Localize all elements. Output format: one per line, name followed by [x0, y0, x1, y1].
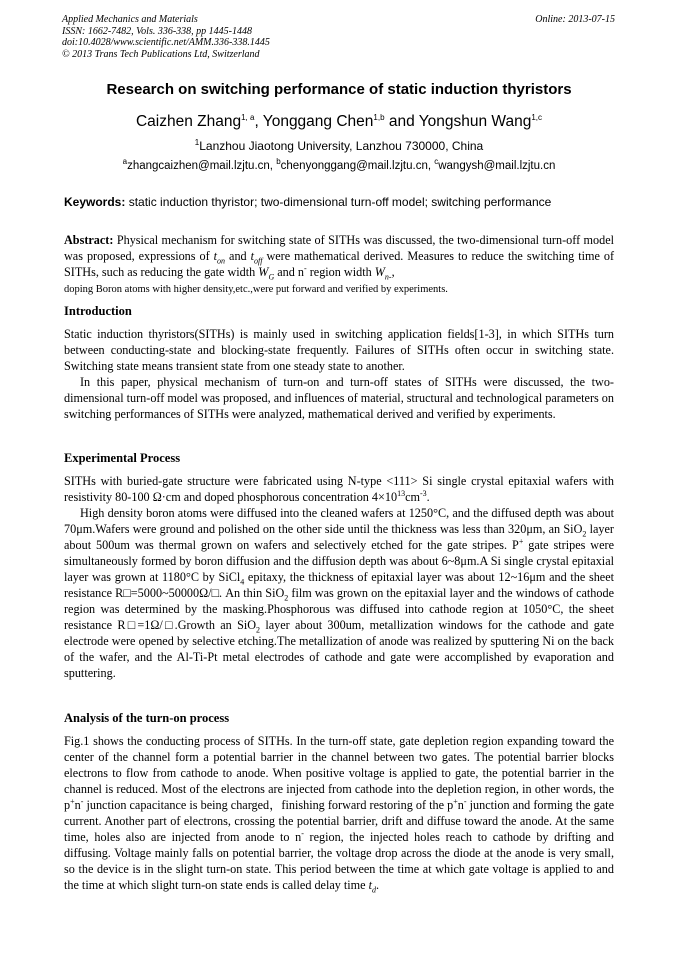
math-sub: 2 [582, 529, 587, 539]
math-sub: n- [384, 272, 392, 282]
math-var: W [258, 265, 269, 279]
intro-paragraph-2: In this paper, physical mechanism of turn-on and turn-off states of SITHs were discussed, the two-dimensional turn-off model was proposed, and influences of material, structural and technological parameters on switching performances of SITHs were analyzed, mathematical derived and verified by experiments. [64, 375, 614, 421]
author-affil-mark: 1,c [531, 112, 543, 122]
experimental-paragraph-2 [64, 505, 614, 681]
author-emails [0, 157, 678, 172]
body-text: cm [405, 490, 420, 504]
math-sub: G [268, 272, 275, 282]
body-text: layer about 300um, metallization windows for the cathode and gate electrode were opened by selective etching.The metallization of anode was realized by sputtering Ni on the back of the wafer, and the Al-Ti-Pt metal electrodes of cathode and gate were accomplished by evaporation and sputtering. [64, 618, 614, 680]
section-heading-turn-on: Analysis of the turn-on process [64, 711, 230, 725]
math-sup: -3 [419, 488, 427, 498]
body-text: layer about 500um was thermal grown on wafers and selectively etched for the gate stripes. P [64, 522, 614, 552]
math-sub: d [372, 885, 377, 895]
copyright-line: © 2013 Trans Tech Publications Ltd, Switzerland [62, 48, 260, 60]
experimental-paragraph-1 [64, 473, 614, 505]
math-sup: - [301, 828, 304, 838]
author-name: Yongshun Wang [418, 113, 532, 130]
body-text: epitaxy, the thickness of epitaxial layer was about 12~16μm and the sheet resistance R□=5000~50000Ω/□. An thin SiO [64, 570, 614, 600]
abstract-label: Abstract: [64, 233, 114, 247]
online-date: Online: 2013-07-15 [535, 14, 615, 25]
body-text: Fig.1 shows the conducting process of SITHs. In the turn-off state, gate depletion region expanding toward the center of the channel form a potential barrier in the channel between two gates. The potential barrier blocks electrons to flow from cathode to anode. When positive voltage is applied to gate, the potential barrier in the channel is reduced. Most of the electrons are injected from cathode into the depletion region, in other words, the p [64, 734, 614, 812]
email-mark: b [276, 157, 281, 167]
abstract-text: , [391, 265, 395, 279]
email-address[interactable]: chenyonggang@mail.lzjtu.cn, [280, 160, 435, 172]
math-sup: 13 [397, 488, 406, 498]
math-var: t [213, 249, 218, 263]
math-sup: + [453, 796, 458, 806]
affiliation [0, 139, 678, 153]
body-text: High density boron atoms were diffused into the cleaned wafers at 1250°C, and the diffused depth was about 70μm.Wafers were ground and polished on the other side until the thickness was less than 320μm, an SiO [64, 506, 614, 536]
section-heading-experimental: Experimental Process [64, 451, 181, 465]
keywords-label: Keywords: [64, 195, 126, 209]
section-heading-introduction: Introduction [64, 304, 132, 318]
author-name: Caizhen Zhang [135, 113, 242, 130]
journal-name: Applied Mechanics and Materials [62, 14, 198, 25]
math-sub: on [217, 256, 226, 266]
math-sub: 2 [256, 625, 261, 635]
math-var: W [374, 265, 385, 279]
keywords [64, 195, 624, 209]
email-address[interactable]: zhangcaizhen@mail.lzjtu.cn, [127, 160, 277, 172]
math-var: t [250, 249, 255, 263]
body-text: . [426, 490, 430, 504]
math-sup: - [463, 796, 467, 806]
body-text: junction and forming the gate current. Another part of electrons, crossing the potential barrier, drift and diffuse toward the anode. At the same time, holes also are injected from anode to n [64, 798, 614, 844]
keywords-text: static induction thyristor; two-dimensional turn-off model; switching performance [125, 195, 552, 209]
body-text: SITHs with buried-gate structure were fabricated using N-type <111> Si single crystal epitaxial wafers with resistivity 80-100 Ω·cm and doped phosphorous concentration 4×10 [64, 474, 614, 504]
abstract [64, 232, 614, 296]
intro-paragraph-1: Static induction thyristors(SITHs) is mainly used in switching application fields[1-3], in which SITHs turn between conducting-state and blocking-state frequently. Failures of SITHs often occur in switching state. Switching state means transient state from one steady state to another. [64, 327, 614, 373]
author-separator: , [254, 113, 263, 130]
body-text: . [376, 878, 380, 892]
author-affil-mark: 1,b [373, 112, 385, 122]
email-mark: c [434, 157, 439, 167]
issn-line: ISSN: 1662-7482, Vols. 336-338, pp 1445-1448 [62, 25, 252, 37]
body-text: gate stripes were simultaneously formed by boron diffusion and the diffusion depth was about 6~8μm.A Si single crystal epitaxial layer was grown at 1180°C by SiCl [64, 538, 614, 584]
email-address[interactable]: wangysh@mail.lzjtu.cn [438, 160, 556, 172]
body-text: n [457, 798, 464, 812]
math-sup: + [70, 796, 75, 806]
abstract-text: Physical mechanism for switching state of SITHs was discussed, the two-dimensional turn-off model was proposed, expressions of [64, 233, 614, 263]
affil-text: Lanzhou Jiaotong University, Lanzhou 730000, China [199, 139, 484, 153]
abstract-text: doping Boron atoms with higher density,etc.,were put forward and verified by experiments. [64, 284, 448, 295]
body-text: n [74, 798, 81, 812]
math-sub: off [254, 256, 263, 266]
affil-mark: 1 [194, 138, 200, 147]
abstract-text: and [225, 249, 251, 263]
body-text: film was grown on the epitaxial layer and the windows of cathode region was determined by the masking.Phosphorous was diffused into cathode region at 1050°C, the sheet resistance R□=1Ω/□.Growth an SiO [64, 586, 614, 632]
author-affil-mark: 1, a [241, 112, 255, 122]
body-text: region, the injected holes reach to cathode by drifting and diffusing. Voltage mainly falls on potential barrier, the voltage drop across the diode at the anode is very small, so the device is in the slight turn-on state. This period between the time at which gate voltage is applied to and the time at which slight turn-on state ends is called delay time [64, 830, 614, 892]
math-sup: + [518, 536, 524, 546]
math-sub: 2 [284, 593, 289, 603]
abstract-text: were mathematical derived. Measures to reduce the switching time of SITHs, such as reducing the gate width [64, 249, 614, 279]
turn-on-paragraph [64, 733, 614, 893]
author-line [0, 113, 678, 131]
email-mark: a [122, 157, 128, 167]
journal-header [62, 14, 270, 60]
author-name: Yonggang Chen [262, 113, 374, 130]
paper-title: Research on switching performance of static induction thyristors [106, 81, 572, 98]
doi-link[interactable]: doi:10.4028/www.scientific.net/AMM.336-338.1445 [62, 37, 270, 48]
body-text: junction capacitance is being charged，finishing forward restoring of the p [83, 798, 454, 812]
abstract-text: region width [306, 265, 375, 279]
math-sup: - [304, 263, 307, 273]
math-var: t [368, 878, 373, 892]
math-sup: - [80, 796, 84, 806]
abstract-text: and n [274, 265, 305, 279]
author-separator: and [384, 113, 419, 130]
math-sub: 4 [240, 577, 245, 587]
